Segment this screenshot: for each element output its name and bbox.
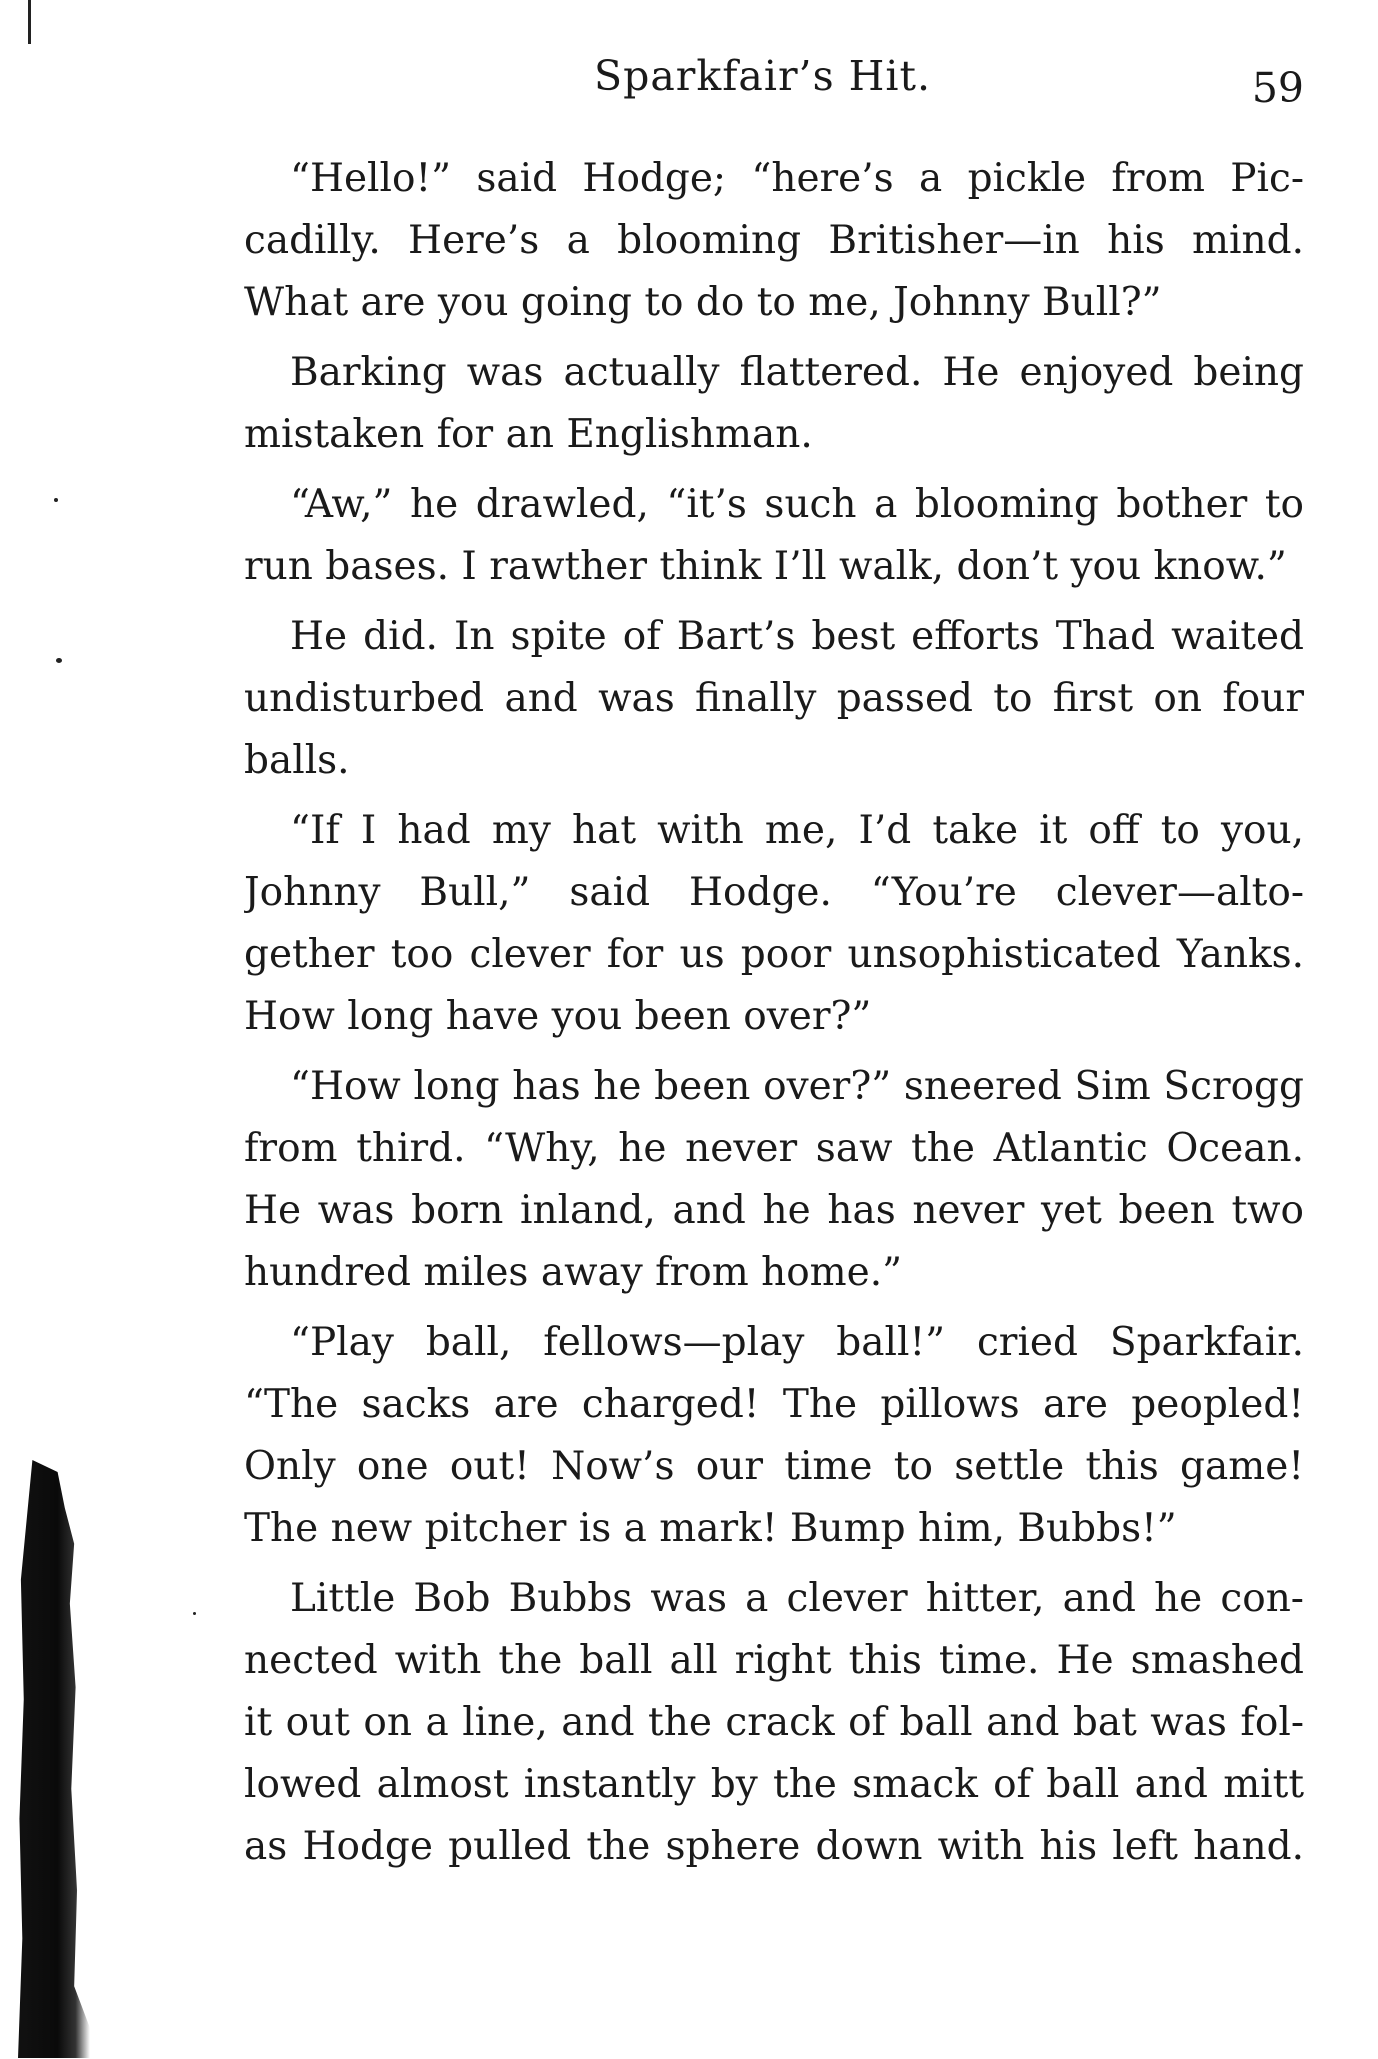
text-line: What are you going to do to me, Johnny Bull?”	[244, 280, 1162, 325]
paragraph	[244, 474, 1304, 598]
text-line: Barking was actually flattered. He enjoyed being	[290, 350, 1304, 395]
paragraph	[244, 606, 1304, 792]
text-line: “Hello!” said Hodge; “here’s a pickle from Pic-	[290, 156, 1304, 201]
scan-margin-mark	[28, 0, 31, 44]
text-line: hundred miles away from home.”	[244, 1250, 903, 1295]
text-line: Johnny Bull,” said Hodge. “You’re clever—alto-	[244, 870, 1304, 915]
body-text	[244, 148, 1304, 1886]
text-line: How long have you been over?”	[244, 994, 872, 1039]
binding-shadow	[18, 1460, 90, 2058]
text-line: gether too clever for us poor unsophisticated Yanks.	[244, 932, 1304, 977]
running-head	[244, 52, 1304, 112]
paragraph	[244, 1312, 1304, 1560]
text-line: it out on a line, and the crack of ball and bat was fol-	[244, 1700, 1304, 1745]
text-line: from third. “Why, he never saw the Atlantic Ocean.	[244, 1126, 1304, 1171]
text-line: “Aw,” he drawled, “it’s such a blooming bother to	[290, 482, 1304, 527]
text-line: “The sacks are charged! The pillows are peopled!	[244, 1382, 1304, 1427]
text-line: run bases. I rawther think I’ll walk, don’t you know.”	[244, 544, 1287, 589]
text-line: undisturbed and was finally passed to first on four	[244, 676, 1304, 721]
text-line: The new pitcher is a mark! Bump him, Bubbs!”	[244, 1506, 1177, 1551]
text-line: “Play ball, fellows—play ball!” cried Sparkfair.	[290, 1320, 1304, 1365]
paragraph	[244, 342, 1304, 466]
text-line: Little Bob Bubbs was a clever hitter, and he con-	[290, 1576, 1304, 1621]
text-line: as Hodge pulled the sphere down with his left hand.	[244, 1824, 1304, 1869]
page-number: 59	[1251, 64, 1304, 112]
scan-speck	[56, 658, 62, 663]
scan-speck	[193, 1612, 196, 1615]
text-line: nected with the ball all right this time. He smashed	[244, 1638, 1304, 1683]
scan-speck	[54, 498, 58, 502]
text-line: mistaken for an Englishman.	[244, 412, 813, 457]
paragraph	[244, 1568, 1304, 1878]
text-line: Only one out! Now’s our time to settle this game!	[244, 1444, 1304, 1489]
text-line: “How long has he been over?” sneered Sim Scrogg	[290, 1064, 1304, 1109]
text-line: cadilly. Here’s a blooming Britisher—in his mind.	[244, 218, 1304, 263]
paragraph	[244, 1056, 1304, 1304]
text-line: He was born inland, and he has never yet been two	[244, 1188, 1304, 1233]
text-line: He did. In spite of Bart’s best efforts Thad waited	[290, 614, 1304, 659]
paragraph	[244, 800, 1304, 1048]
text-line: balls.	[244, 738, 350, 783]
paragraph	[244, 148, 1304, 334]
running-title: Sparkfair’s Hit.	[594, 52, 932, 100]
text-line: lowed almost instantly by the smack of ball and mitt	[244, 1762, 1304, 1807]
text-line: “If I had my hat with me, I’d take it off to you,	[290, 808, 1304, 853]
